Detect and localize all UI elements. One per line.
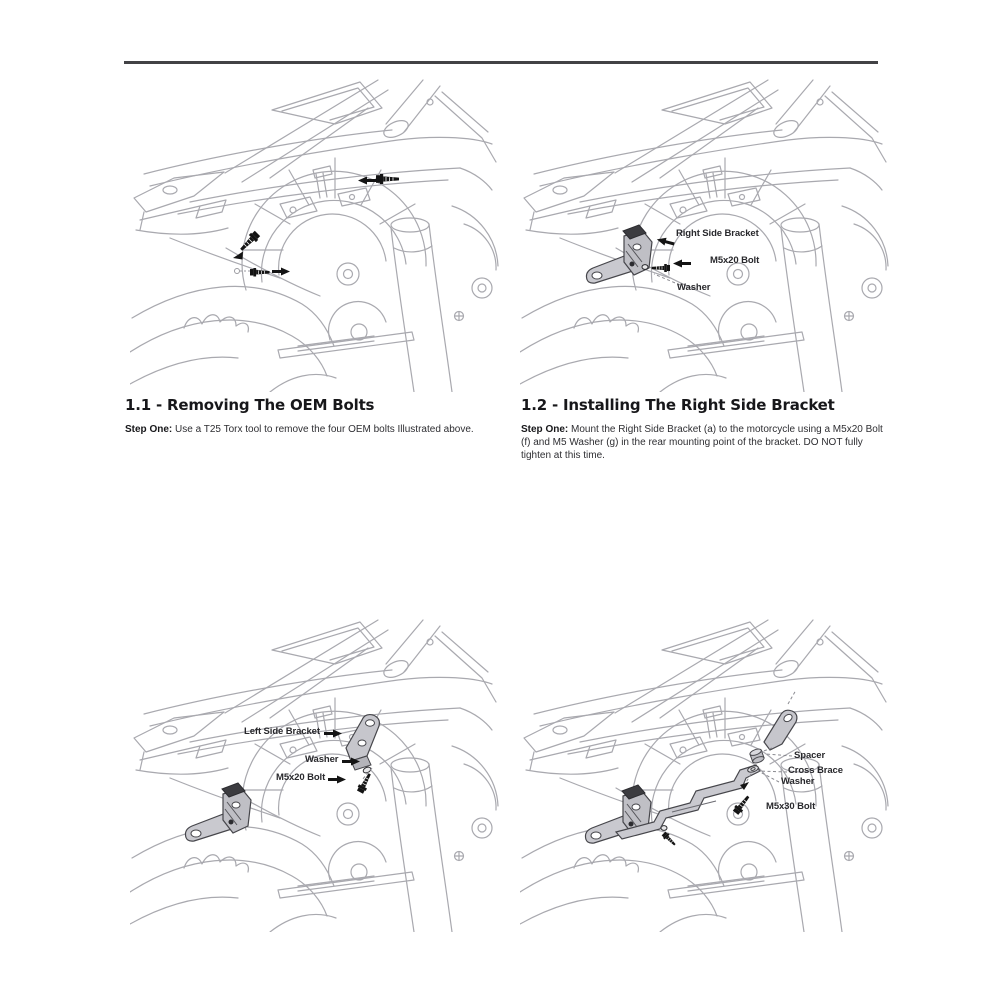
header-divider xyxy=(124,61,878,64)
label-cross-brace: Cross Brace xyxy=(788,765,843,776)
label-washer: Washer xyxy=(677,282,711,293)
label-spacer: Spacer xyxy=(794,750,826,761)
step-one-label: Step One: xyxy=(125,424,173,435)
label-right-side-bracket: Right Side Bracket xyxy=(676,228,759,239)
label-washer: Washer xyxy=(781,776,815,787)
bike-base-art xyxy=(130,80,498,392)
label-left-side-bracket: Left Side Bracket xyxy=(244,726,320,737)
motorcycle-line-drawing xyxy=(130,78,500,392)
panel-installing-left-side-bracket xyxy=(130,618,500,932)
panel-removing-oem-bolts xyxy=(130,78,500,392)
section-1-2-step xyxy=(521,423,887,462)
step-one-text: Use a T25 Torx tool to remove the four OEM bolts Illustrated above. xyxy=(172,424,474,435)
section-1-2 xyxy=(521,396,887,462)
right-side-bracket-part xyxy=(586,225,652,283)
panel-installing-cross-brace xyxy=(520,618,890,932)
label-m5x20-bolt: M5x20 Bolt xyxy=(276,772,326,783)
section-1-1-title: 1.1 - Removing The OEM Bolts xyxy=(125,396,375,414)
label-m5x20-bolt: M5x20 Bolt xyxy=(710,255,760,266)
step-one-text: Mount the Right Side Bracket (a) to the motorcycle using a M5x20 Bolt (f) and M5 Washer (g) in the rear mounting point of the bracket. DO NOT fully tighten at this time. xyxy=(521,424,883,461)
panel-installing-right-side-bracket xyxy=(520,78,890,392)
label-m5x30-bolt: M5x30 Bolt xyxy=(766,801,816,812)
section-1-1-step xyxy=(125,423,497,436)
installed-bracket-hardware xyxy=(661,826,677,848)
label-washer: Washer xyxy=(305,754,339,765)
section-1-2-title: 1.2 - Installing The Right Side Bracket xyxy=(521,396,835,414)
section-1-1 xyxy=(125,396,497,436)
bike-base-art xyxy=(520,620,888,932)
installed-right-side-bracket xyxy=(185,783,251,841)
brace-arm-part xyxy=(764,710,797,750)
m5x20-bolt-part xyxy=(356,772,374,795)
step-one-label: Step One: xyxy=(521,424,569,435)
